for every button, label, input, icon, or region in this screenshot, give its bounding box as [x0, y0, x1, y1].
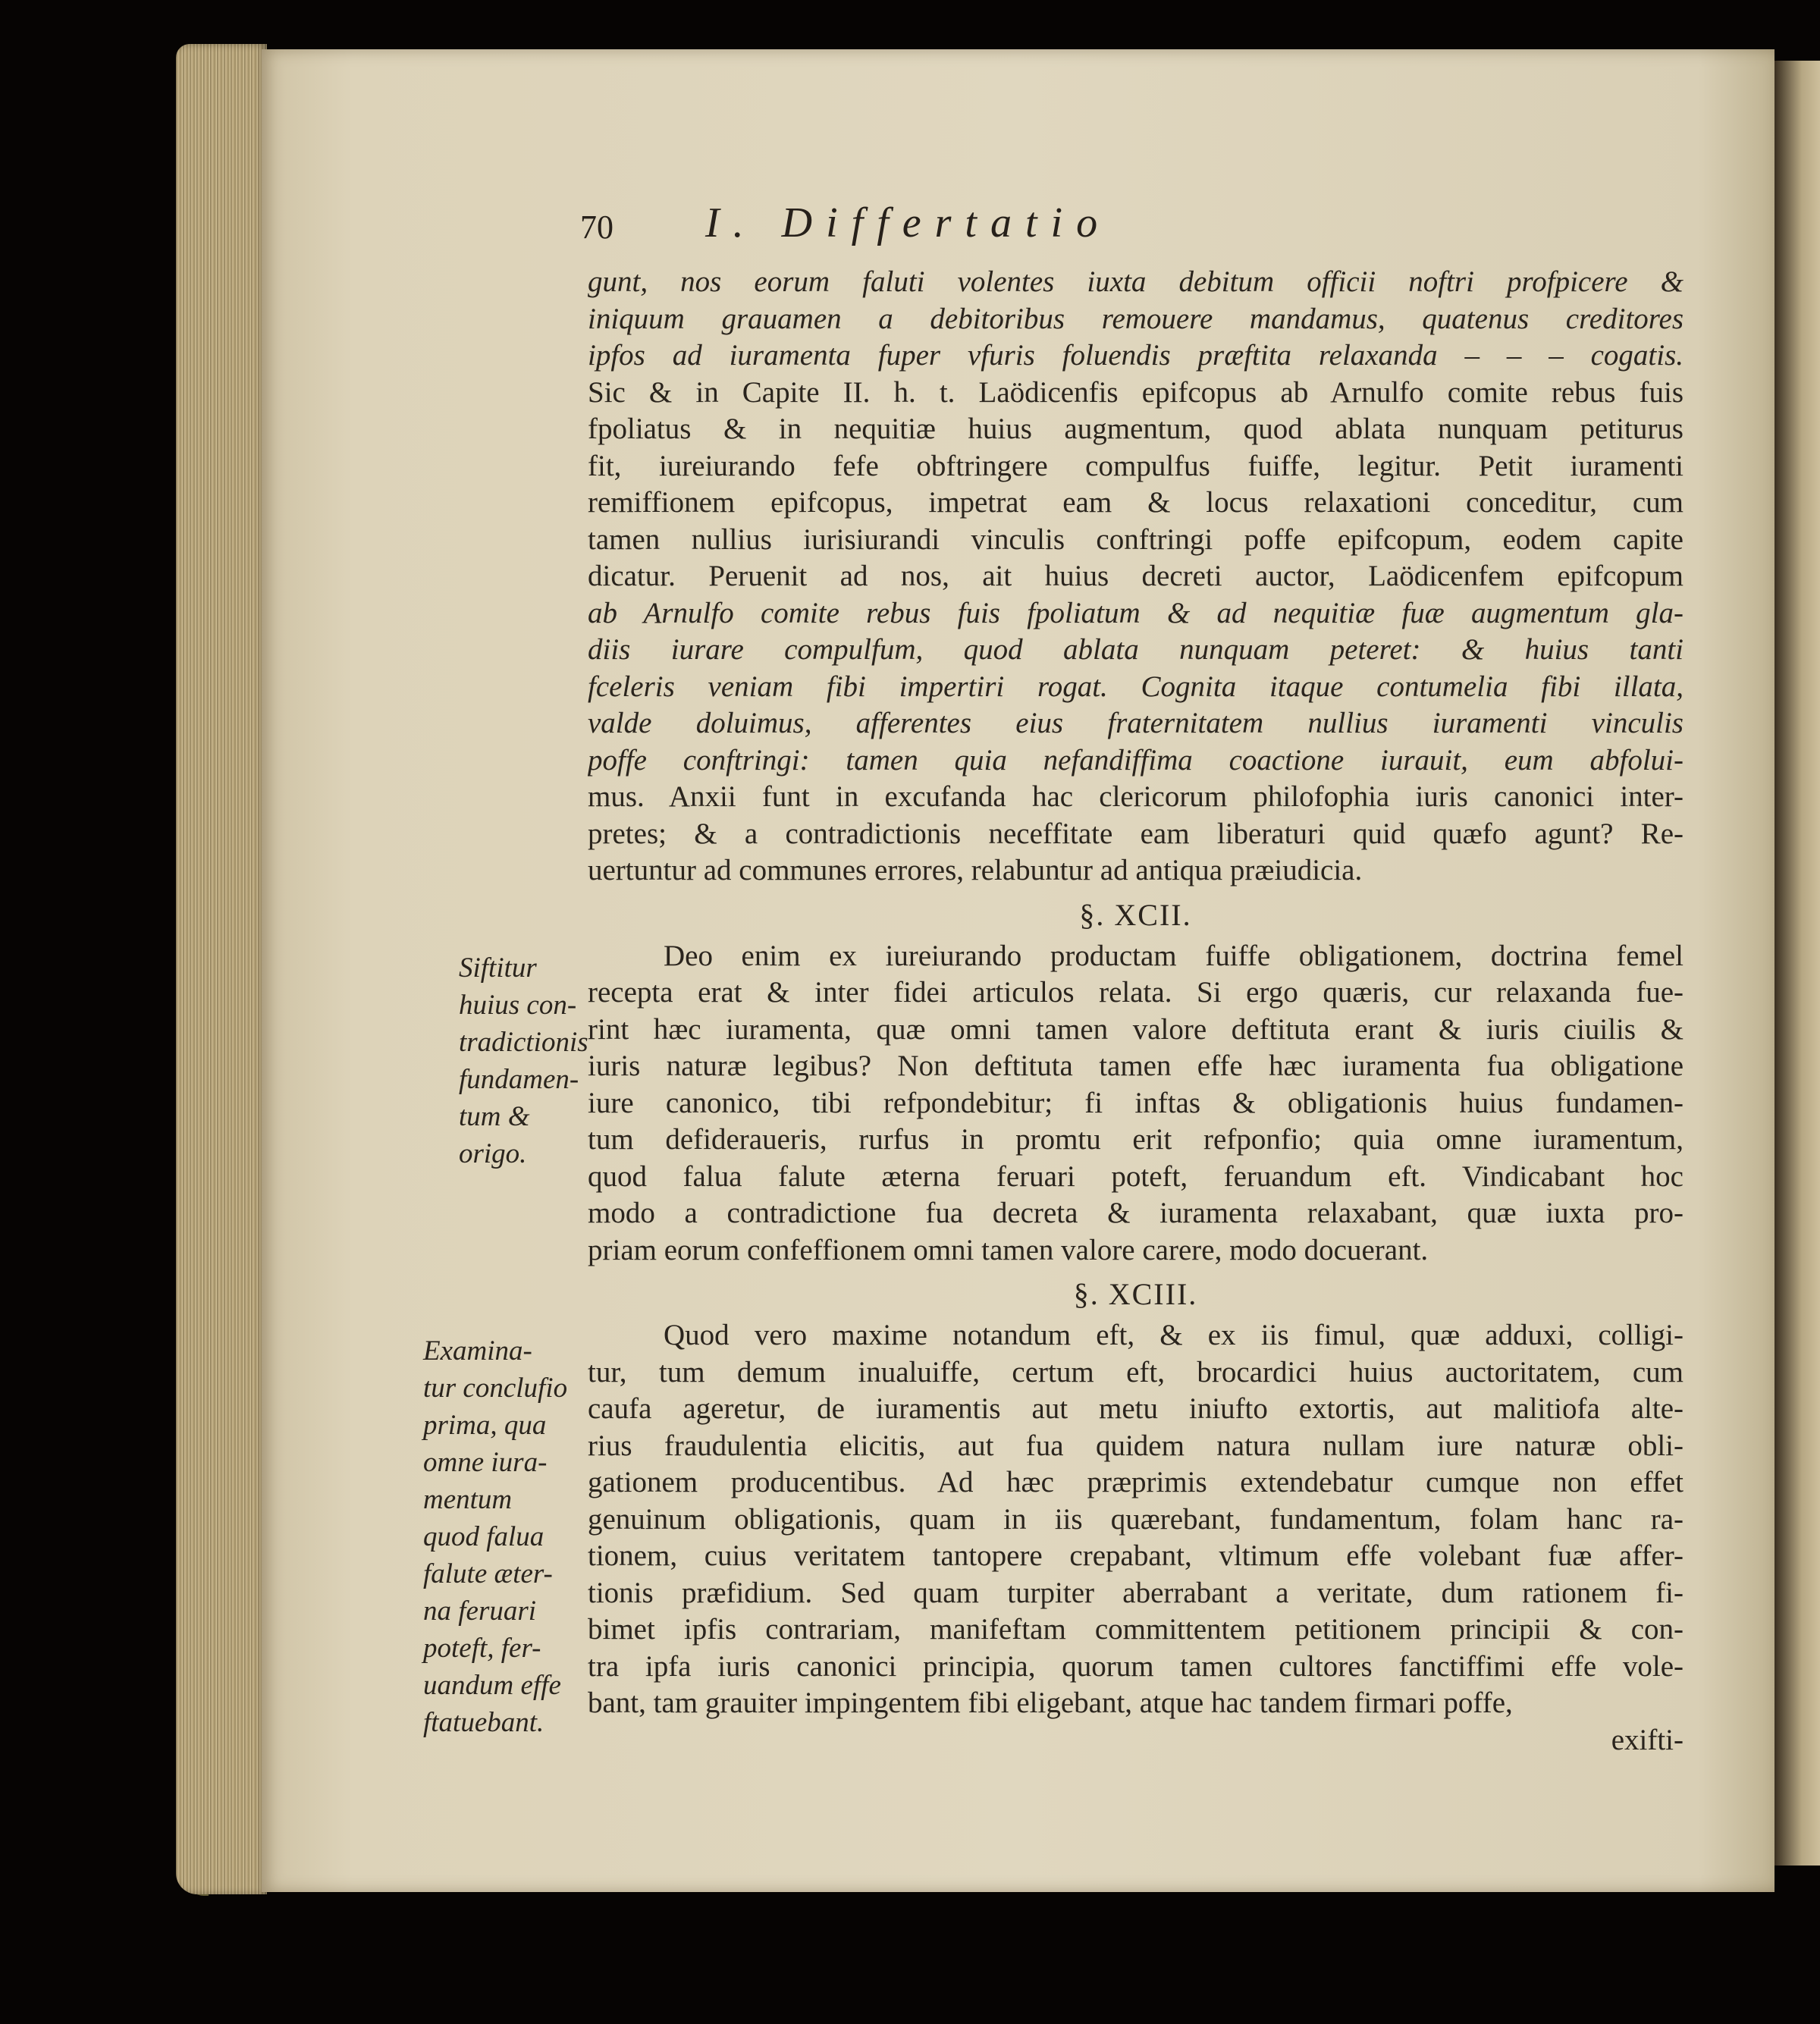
section-heading-xciii: §. XCIII. — [1073, 1277, 1198, 1311]
text-line: rint hæc iuramenta, quæ omni tamen valore deftituta erant & iuris ciuilis & — [588, 1012, 1684, 1046]
text-line: fceleris veniam fibi impertiri rogat. Cognita itaque contumelia fibi illata, — [588, 670, 1684, 703]
marginal-note-line: tradictionis — [459, 1027, 588, 1058]
text-line: Sic & in Capite II. h. t. Laödicenfis epifcopus ab Arnulfo comite rebus fuis — [588, 375, 1684, 409]
text-line: bant, tam grauiter impingentem fibi eligebant, atque hac tandem firmari poffe, — [588, 1687, 1513, 1719]
text-line: remiffionem epifcopus, impetrat eam & locus relaxationi conceditur, cum — [588, 486, 1684, 519]
marginal-note-line: prima, qua — [423, 1410, 547, 1441]
text-line: valde doluimus, afferentes eius fraternitatem nullius iuramenti vinculis — [588, 707, 1684, 739]
main-text — [588, 264, 1684, 1759]
text-line: gationem producentibus. Ad hæc præprimis extendebatur cumque non effet — [588, 1466, 1684, 1498]
marginal-note-line: omne iura- — [423, 1447, 548, 1478]
text-line: tamen nullius iurisiurandi vinculis conftringi poffe epifcopum, eodem capite — [588, 522, 1684, 556]
marginal-note-line: uandum effe — [423, 1670, 561, 1701]
text-line: iuris naturæ legibus? Non deftituta tamen effe hæc iuramenta fua obligatione — [588, 1050, 1684, 1082]
text-line: recepta erat & inter fidei articulos relata. Si ergo quæris, cur relaxanda fue- — [588, 976, 1684, 1009]
marginal-note-line: na feruari — [423, 1596, 537, 1627]
text-line: tionem, cuius veritatem tantopere crepabant, vltimum effe volebant fuæ affer- — [588, 1539, 1684, 1572]
text-line: poffe conftringi: tamen quia nefandiffima coactione iurauit, eum abfolui- — [588, 743, 1684, 777]
marginal-note-line: Examina- — [423, 1335, 532, 1367]
marginal-note-line: mentum — [423, 1484, 513, 1515]
paragraph-1 — [588, 264, 1684, 890]
page-number: 70 — [580, 209, 613, 246]
text-line: pretes; & a contradictionis neceffitate eam liberaturi quid quæfo agunt? Re- — [588, 817, 1684, 850]
section-xcii-text — [588, 938, 1684, 1269]
marginal-note-xciii — [423, 1332, 567, 1741]
text-line: quod falua falute æterna feruari poteft, feruandum eft. Vindicabant hoc — [588, 1159, 1684, 1193]
text-line: genuinum obligationis, quam in iis quærebant, fundamentum, folam hanc ra- — [588, 1502, 1684, 1536]
text-line: ab Arnulfo comite rebus fuis fpoliatum & ad nequitiæ fuæ augmentum gla- — [588, 596, 1684, 629]
marginal-note-line: tum & — [459, 1101, 530, 1132]
facing-page-edge — [1774, 61, 1820, 1866]
text-line: uertuntur ad communes errores, relabuntur ad antiqua præiudicia. — [588, 854, 1363, 886]
marginal-note-line: origo. — [459, 1138, 527, 1169]
marginal-note-xcii — [459, 949, 588, 1172]
marginal-note-line: falute æter- — [423, 1558, 553, 1589]
text-line: bimet ipfis contrariam, manifeftam committentem petitionem principii & con- — [588, 1613, 1684, 1646]
marginal-note-line: tur conclufio — [423, 1373, 568, 1404]
text-line: iure canonico, tibi refpondebitur; fi inftas & obligationis huius fundamen- — [588, 1086, 1684, 1119]
marginal-note-line: huius con- — [459, 990, 577, 1021]
text-line: rius fraudulentia elicitis, aut fua quidem natura nullam iure naturæ obli- — [588, 1429, 1684, 1462]
text-line: tum defideraueris, rurfus in promtu erit refponfio; quia omne iuramentum, — [588, 1123, 1684, 1156]
marginal-note-line: ftatuebant. — [423, 1707, 544, 1738]
marginal-note-line: fundamen- — [459, 1064, 579, 1095]
text-line: Deo enim ex iureiurando productam fuiffe obligationem, doctrina femel — [664, 939, 1684, 972]
text-line: Quod vero maxime notandum eft, & ex iis fimul, quæ adduxi, colligi- — [664, 1319, 1684, 1351]
text-line: caufa ageretur, de iuramentis aut metu iniufto extortis, aut malitiofa alte- — [588, 1392, 1684, 1425]
text-line: diis iurare compulfum, quod ablata nunquam peteret: & huius tanti — [588, 633, 1684, 666]
text-line: dicatur. Peruenit ad nos, ait huius decreti auctor, Laödicenfem epifcopum — [588, 560, 1684, 592]
text-line: fpoliatus & in nequitiæ huius augmentum, quod ablata nunquam petiturus — [588, 413, 1684, 445]
text-line: tur, tum demum inualuiffe, certum eft, brocardici huius auctoritatem, cum — [588, 1355, 1684, 1389]
section-xciii-text — [588, 1317, 1684, 1722]
section-heading-xcii: §. XCII. — [1079, 897, 1192, 932]
marginal-note-line: Siftitur — [459, 952, 537, 984]
text-line: modo a contradictione fua decreta & iuramenta relaxabant, quæ iuxta pro- — [588, 1197, 1684, 1229]
text-line: iniquum grauamen a debitoribus remouere mandamus, quatenus creditores — [588, 302, 1684, 335]
text-line: fit, iureiurando fefe obftringere compulfus fuiffe, legitur. Petit iuramenti — [588, 449, 1684, 482]
catchword: exifti- — [1611, 1723, 1684, 1756]
marginal-note-line: quod falua — [423, 1521, 544, 1552]
text-line: mus. Anxii funt in excufanda hac clericorum philofophia iuris canonici inter- — [588, 780, 1684, 813]
text-line: priam eorum confeffionem omni tamen valore carere, modo docuerant. — [588, 1233, 1429, 1266]
text-line: ipfos ad iuramenta fuper vfuris foluendis præftita relaxanda – – – cogatis. — [588, 339, 1684, 372]
running-title: I. Differtatio — [705, 199, 1112, 246]
text-line: tra ipfa iuris canonici principia, quorum tamen cultores fanctiffimi effe vole- — [588, 1649, 1684, 1683]
marginal-note-line: poteft, fer- — [423, 1633, 541, 1664]
text-line: gunt, nos eorum faluti volentes iuxta debitum officii noftri profpicere & — [588, 265, 1684, 298]
text-line: tionis præfidium. Sed quam turpiter aberrabant a veritate, dum rationem fi- — [588, 1576, 1684, 1609]
page-edges — [176, 44, 267, 1894]
